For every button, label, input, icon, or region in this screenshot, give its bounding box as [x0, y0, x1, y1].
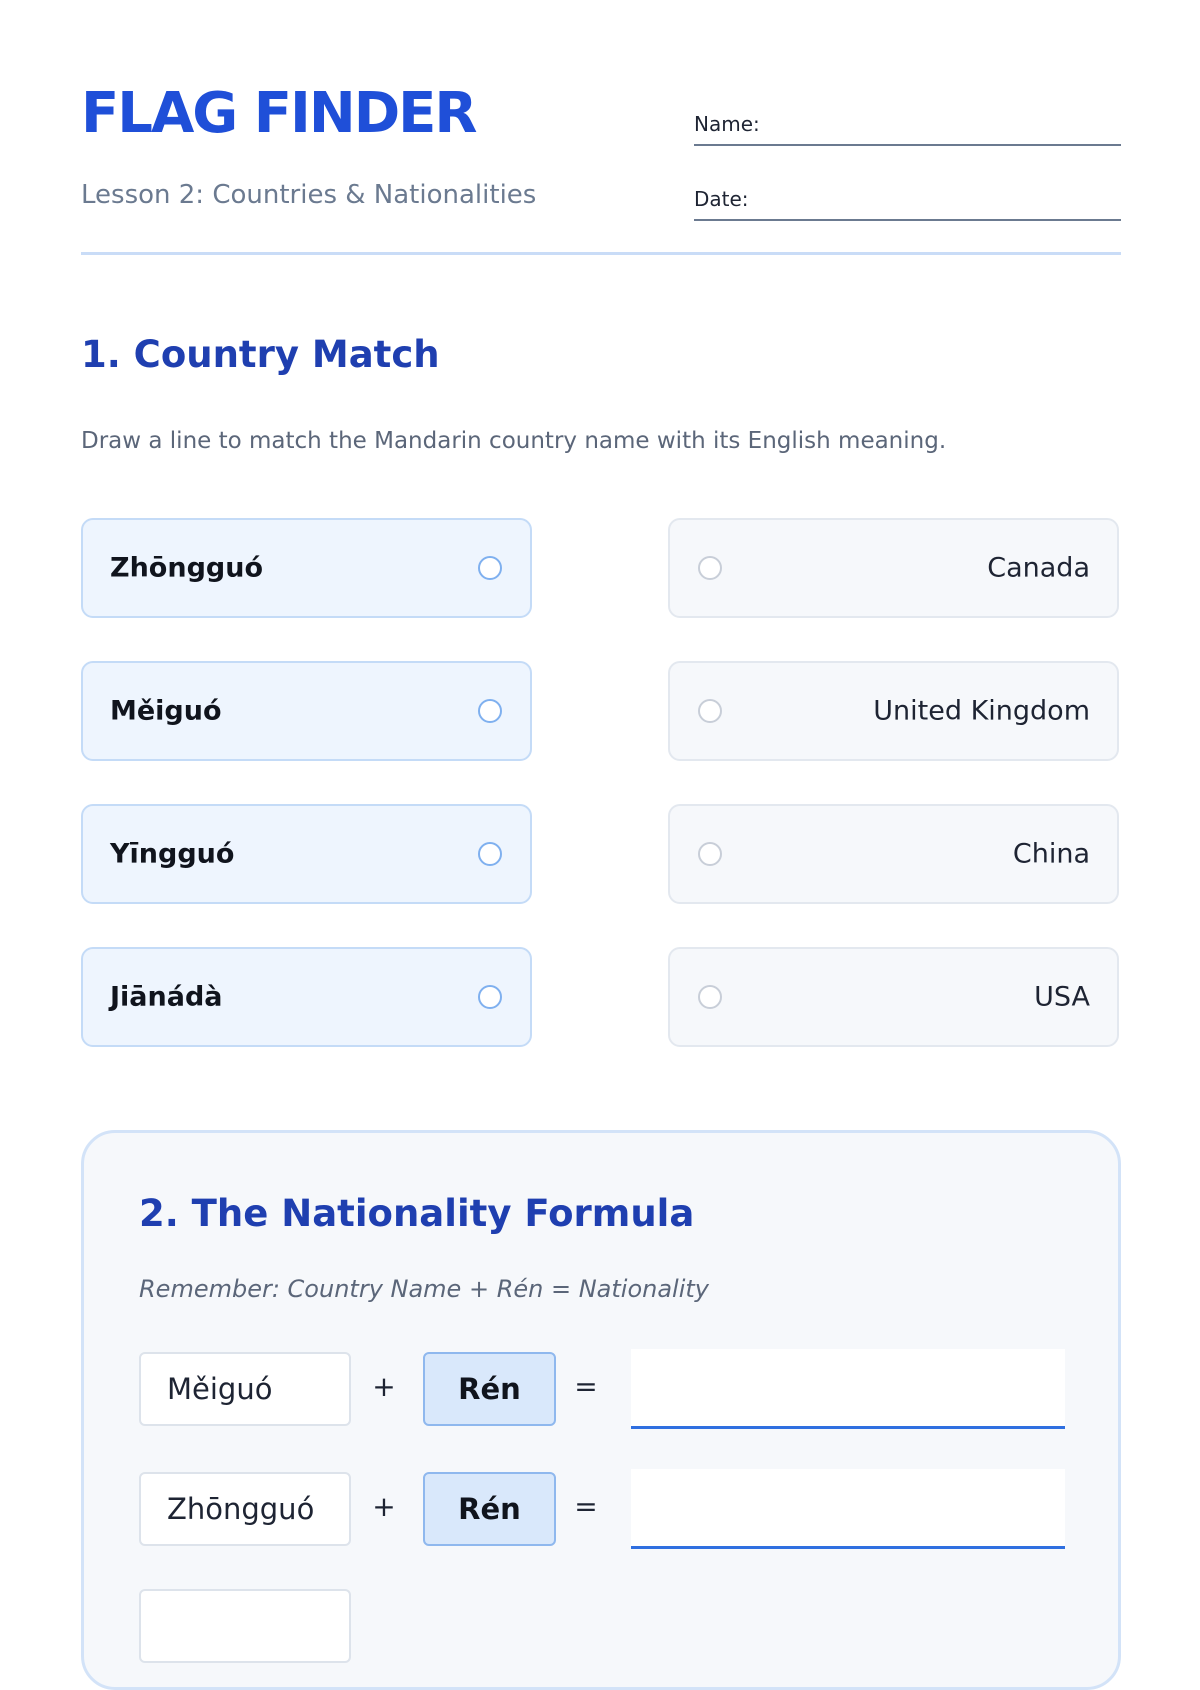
name-label: Name: [694, 112, 760, 136]
country-name: Zhōngguó [167, 1492, 315, 1526]
match-item-label: Yīngguó [110, 838, 235, 870]
suffix-label: Rén [458, 1372, 521, 1406]
worksheet-header [81, 0, 1121, 255]
connector-dot-icon[interactable] [478, 556, 502, 580]
section-2-title: 2. The Nationality Formula [139, 1192, 695, 1235]
match-item-mandarin[interactable] [81, 947, 532, 1047]
connector-dot-icon[interactable] [478, 842, 502, 866]
connector-dot-icon[interactable] [698, 699, 722, 723]
country-name: Měiguó [167, 1372, 273, 1406]
connector-dot-icon[interactable] [478, 699, 502, 723]
match-item-english[interactable] [668, 947, 1119, 1047]
lesson-subtitle: Lesson 2: Countries & Nationalities [81, 180, 537, 210]
formula-row [139, 1352, 1069, 1432]
country-box [139, 1352, 351, 1426]
country-box [139, 1589, 351, 1663]
name-field[interactable] [694, 104, 1121, 146]
formula-row [139, 1589, 1069, 1669]
match-item-label: Měiguó [110, 695, 222, 727]
match-item-english[interactable] [668, 518, 1119, 618]
match-item-label: Canada [987, 552, 1090, 584]
match-item-mandarin[interactable] [81, 661, 532, 761]
match-item-label: China [1012, 838, 1090, 870]
date-label: Date: [694, 187, 749, 211]
equals-sign: = [574, 1490, 598, 1523]
match-item-label: USA [1034, 981, 1090, 1013]
plus-sign: + [372, 1370, 396, 1403]
match-item-english[interactable] [668, 804, 1119, 904]
nationality-formula-panel [81, 1130, 1121, 1690]
connector-dot-icon[interactable] [698, 556, 722, 580]
connector-dot-icon[interactable] [698, 842, 722, 866]
country-box [139, 1472, 351, 1546]
match-item-english[interactable] [668, 661, 1119, 761]
plus-sign: + [372, 1490, 396, 1523]
suffix-label: Rén [458, 1492, 521, 1526]
answer-field[interactable] [631, 1349, 1065, 1429]
formula-row [139, 1472, 1069, 1552]
date-field[interactable] [694, 179, 1121, 221]
formula-reminder: Remember: Country Name + Rén = Nationality [139, 1275, 709, 1303]
worksheet-title: FLAG FINDER [81, 81, 476, 146]
suffix-box [423, 1352, 556, 1426]
section-1-instruction: Draw a line to match the Mandarin country name with its English meaning. [81, 428, 947, 454]
connector-dot-icon[interactable] [478, 985, 502, 1009]
match-item-label: Zhōngguó [110, 552, 263, 584]
equals-sign: = [574, 1370, 598, 1403]
match-item-label: Jiānádà [110, 981, 223, 1013]
match-item-mandarin[interactable] [81, 518, 532, 618]
match-item-mandarin[interactable] [81, 804, 532, 904]
match-item-label: United Kingdom [873, 695, 1090, 727]
connector-dot-icon[interactable] [698, 985, 722, 1009]
suffix-box [423, 1472, 556, 1546]
section-1-title: 1. Country Match [81, 333, 440, 376]
answer-field[interactable] [631, 1469, 1065, 1549]
